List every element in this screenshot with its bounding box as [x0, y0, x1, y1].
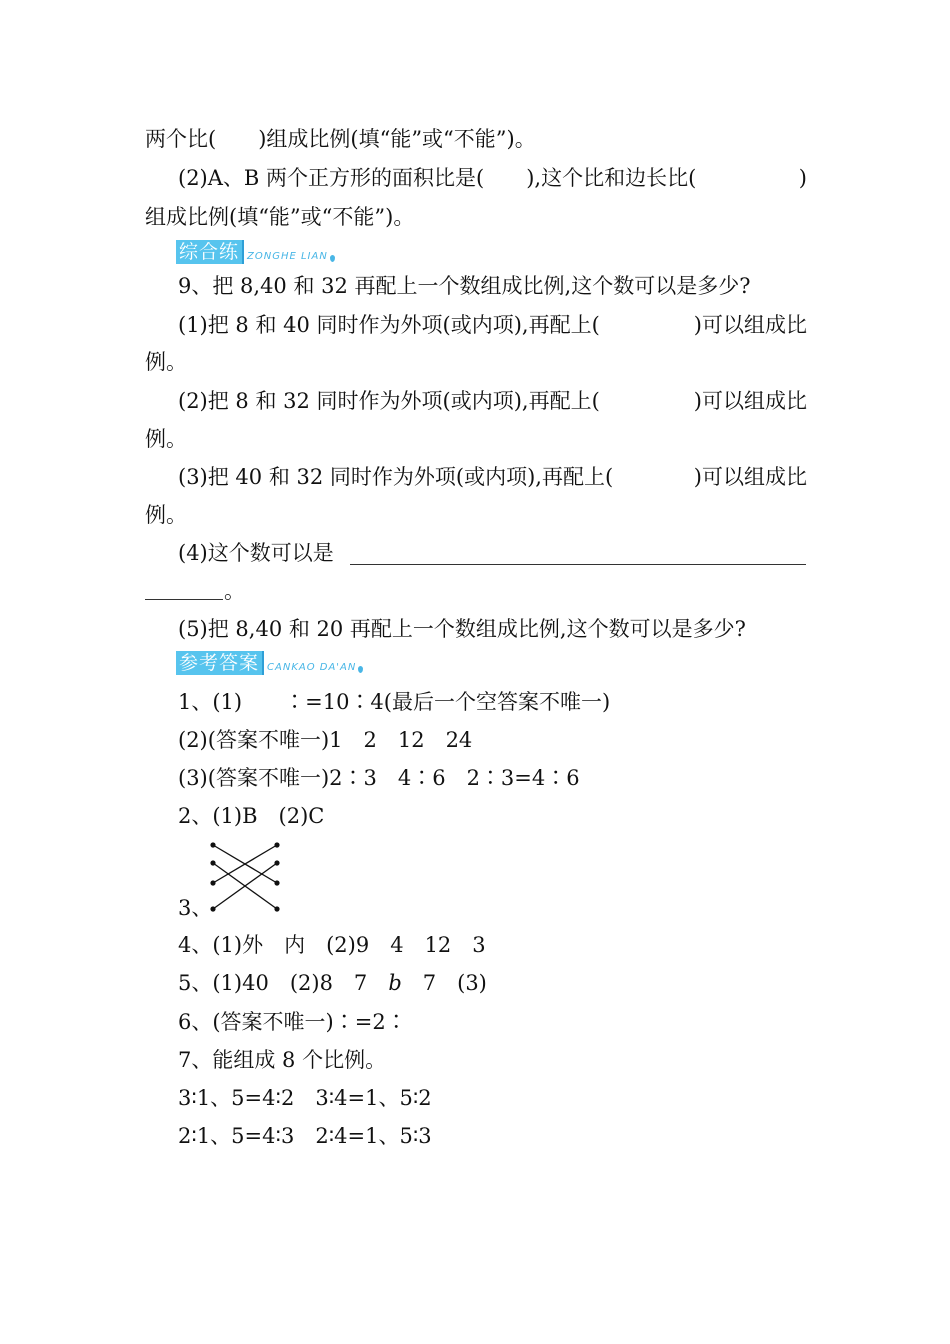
banner-title: 综合练 — [176, 240, 244, 264]
text-line: (4)这个数可以是 — [178, 541, 334, 565]
answer-blank-line — [145, 599, 223, 600]
answers-banner — [176, 651, 363, 675]
text-line: 例。 — [145, 427, 187, 451]
text-line: (5)把 8,40 和 20 再配上一个数组成比例,这个数可以是多少? — [178, 617, 746, 641]
match-dot — [210, 860, 215, 865]
answer-line: 6、(答案不唯一)∶=2∶ — [178, 1010, 407, 1034]
question-title: 9、把 8,40 和 32 再配上一个数组成比例,这个数可以是多少? — [178, 274, 751, 298]
answer-line: 2∶1、5=4∶3 2∶4=1、5∶3 — [178, 1124, 432, 1148]
match-dot — [274, 880, 279, 885]
drop-icon — [358, 666, 363, 673]
drop-icon — [330, 255, 335, 262]
banner-title: 参考答案 — [176, 651, 264, 675]
text-line: 组成比例(填“能”或“不能”)。 — [145, 205, 415, 229]
answer-variable: b — [388, 971, 402, 995]
match-dot — [274, 842, 279, 847]
answer-text: 5、(1)40 (2)8 7 — [178, 971, 389, 995]
match-dot — [210, 880, 215, 885]
text-line: (1)把 8 和 40 同时作为外项(或内项),再配上( — [178, 313, 600, 337]
text-line: 。 — [224, 579, 245, 603]
answer-line: 2、(1)B (2)C — [178, 804, 325, 828]
text-line: (3)把 40 和 32 同时作为外项(或内项),再配上( — [178, 465, 614, 489]
answer-line: 4、(1)外 内 (2)9 4 12 3 — [178, 933, 486, 957]
answer-line: (2)(答案不唯一)1 2 12 24 — [178, 728, 473, 752]
match-dot — [274, 860, 279, 865]
text-line: )可以组成比 — [693, 389, 807, 413]
answer-line — [178, 969, 487, 997]
text-line: (2)A、B 两个正方形的面积比是( ),这个比和边长比( — [178, 166, 697, 190]
answer-blank-line — [350, 564, 806, 565]
match-dot — [274, 906, 279, 911]
text-line: ) — [798, 166, 807, 190]
text-line: )可以组成比 — [693, 465, 807, 489]
text-line: )可以组成比 — [693, 313, 807, 337]
text-line: 例。 — [145, 350, 187, 374]
answer-line: 3、 — [178, 896, 213, 920]
answer-line: 3∶1、5=4∶2 3∶4=1、5∶2 — [178, 1086, 432, 1110]
banner-subtitle: CANKAO DA'AN — [267, 662, 357, 673]
matching-diagram — [205, 837, 285, 917]
match-dot — [210, 842, 215, 847]
text-line: (2)把 8 和 32 同时作为外项(或内项),再配上( — [178, 389, 600, 413]
banner-subtitle: ZONGHE LIAN — [247, 251, 328, 262]
answer-text: 7 (3) — [401, 971, 487, 995]
text-line: 例。 — [145, 503, 187, 527]
answer-line: (3)(答案不唯一)2∶3 4∶6 2∶3=4∶6 — [178, 766, 580, 790]
text-line: 两个比( )组成比例(填“能”或“不能”)。 — [145, 127, 536, 151]
answer-line: 7、能组成 8 个比例。 — [178, 1048, 387, 1072]
answer-line: 1、(1) ∶=10∶4(最后一个空答案不唯一) — [178, 690, 611, 714]
practice-banner — [176, 240, 335, 264]
